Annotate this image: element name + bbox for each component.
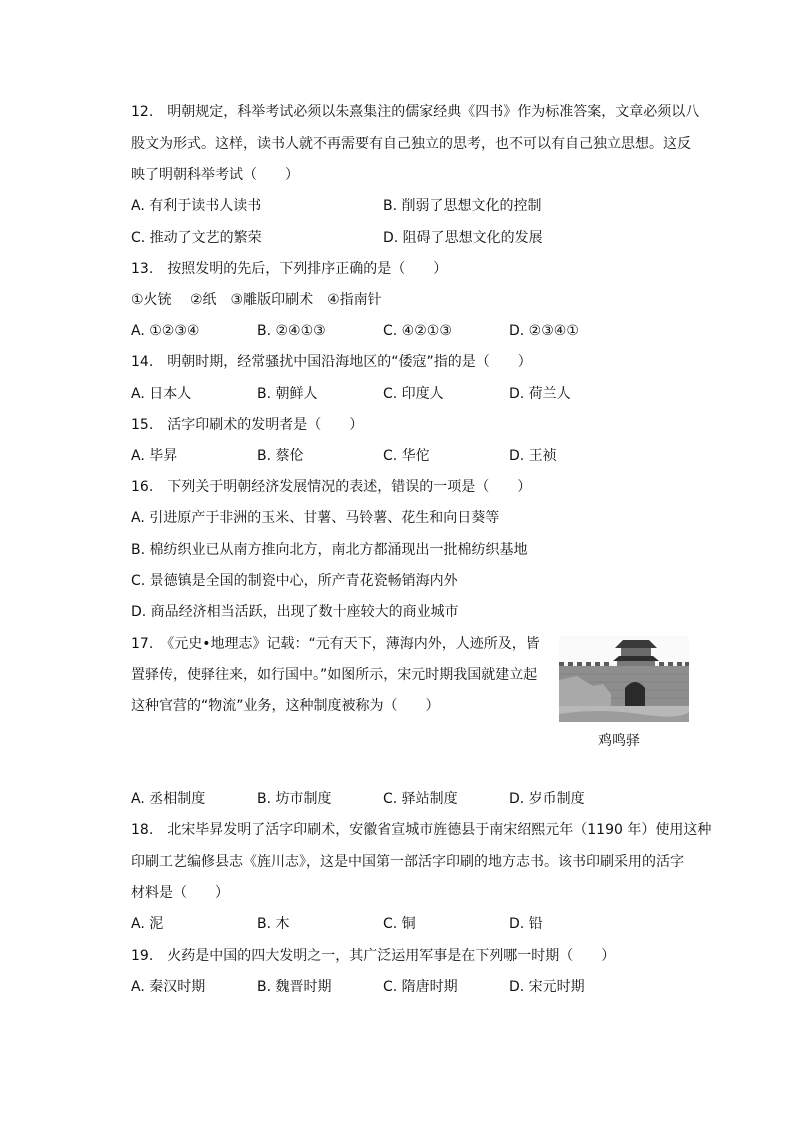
q12-option-a: A. 有利于读书人读书 <box>131 198 262 214</box>
q13-option-d: D. ②③④① <box>509 323 579 339</box>
q15-stem-line-1: 15. 活字印刷术的发明者是（ ） <box>131 417 364 433</box>
q17-stem-line-1: 17. 《元史•地理志》记载：“元有天下，薄海内外，人迹所及，皆 <box>131 636 540 652</box>
q18-stem-line-3: 材料是（ ） <box>131 885 229 901</box>
q19-option-b: B. 魏晋时期 <box>257 979 332 995</box>
q12-option-b: B. 削弱了思想文化的控制 <box>383 198 542 214</box>
q18-option-a: A. 泥 <box>131 916 164 932</box>
q18-stem-line-2: 印刷工艺编修县志《旌川志》，这是中国第一部活字印刷的地方志书。该书印刷采用的活字 <box>131 854 684 870</box>
q16-option-c: C. 景德镇是全国的制瓷中心，所产青花瓷畅销海内外 <box>131 573 458 589</box>
q12-stem-line-1: 12. 明朝规定，科举考试必须以朱熹集注的儒家经典《四书》作为标准答案，文章必须以八 <box>131 104 700 120</box>
q14-option-d: D. 荷兰人 <box>509 386 571 402</box>
q19-stem-line-1: 19. 火药是中国的四大发明之一，其广泛运用军事是在下列哪一时期（ ） <box>131 948 616 964</box>
q13-option-a: A. ①②③④ <box>131 323 200 339</box>
q18-option-c: C. 铜 <box>383 916 416 932</box>
q14-option-c: C. 印度人 <box>383 386 444 402</box>
q15-option-b: B. 蔡伦 <box>257 448 304 464</box>
q14-stem-line-1: 14. 明朝时期，经常骚扰中国沿海地区的“倭寇”指的是（ ） <box>131 354 532 370</box>
q12-option-c: C. 推动了文艺的繁荣 <box>131 230 262 246</box>
q15-option-c: C. 华佗 <box>383 448 430 464</box>
jimingyi-photo <box>559 636 689 722</box>
q13-items-line: ①火铳 ②纸 ③雕版印刷术 ④指南针 <box>131 292 382 308</box>
q12-option-d: D. 阻碍了思想文化的发展 <box>383 230 543 246</box>
q16-option-b: B. 棉纺织业已从南方推向北方，南北方都涌现出一批棉纺织基地 <box>131 542 528 558</box>
q19-option-a: A. 秦汉时期 <box>131 979 206 995</box>
q18-option-b: B. 木 <box>257 916 290 932</box>
q17-stem-line-3: 这种官营的“物流”业务，这种制度被称为（ ） <box>131 698 440 714</box>
q19-option-c: C. 隋唐时期 <box>383 979 458 995</box>
q16-option-d: D. 商品经济相当活跃，出现了数十座较大的商业城市 <box>131 604 459 620</box>
q13-stem-line-1: 13. 按照发明的先后，下列排序正确的是（ ） <box>131 261 448 277</box>
q17-option-d: D. 岁币制度 <box>509 791 585 807</box>
q15-option-d: D. 王祯 <box>509 448 557 464</box>
q17-option-a: A. 丞相制度 <box>131 791 206 807</box>
q12-stem-line-2: 股文为形式。这样，读书人就不再需要有自己独立的思考，也不可以有自己独立思想。这反 <box>131 136 691 152</box>
q13-option-b: B. ②④①③ <box>257 323 326 339</box>
q17-option-c: C. 驿站制度 <box>383 791 458 807</box>
q14-option-a: A. 日本人 <box>131 386 192 402</box>
q17-option-b: B. 坊市制度 <box>257 791 332 807</box>
q19-option-d: D. 宋元时期 <box>509 979 585 995</box>
figure-caption: 鸡鸣驿 <box>598 733 640 749</box>
q18-stem-line-1: 18. 北宋毕昇发明了活字印刷术，安徽省宣城市旌德县于南宋绍熙元年（1190 年）使用这种 <box>131 822 712 838</box>
q16-option-a: A. 引进原产于非洲的玉米、甘薯、马铃薯、花生和向日葵等 <box>131 510 500 526</box>
q18-option-d: D. 铅 <box>509 916 543 932</box>
q14-option-b: B. 朝鲜人 <box>257 386 318 402</box>
q17-stem-line-2: 置驿传，使驿往来，如行国中。”如图所示，宋元时期我国就建立起 <box>131 667 538 683</box>
q13-option-c: C. ④②①③ <box>383 323 452 339</box>
q12-stem-line-3: 映了明朝科举考试（ ） <box>131 167 299 183</box>
q16-stem-line-1: 16. 下列关于明朝经济发展情况的表述，错误的一项是（ ） <box>131 479 532 495</box>
q15-option-a: A. 毕昇 <box>131 448 178 464</box>
